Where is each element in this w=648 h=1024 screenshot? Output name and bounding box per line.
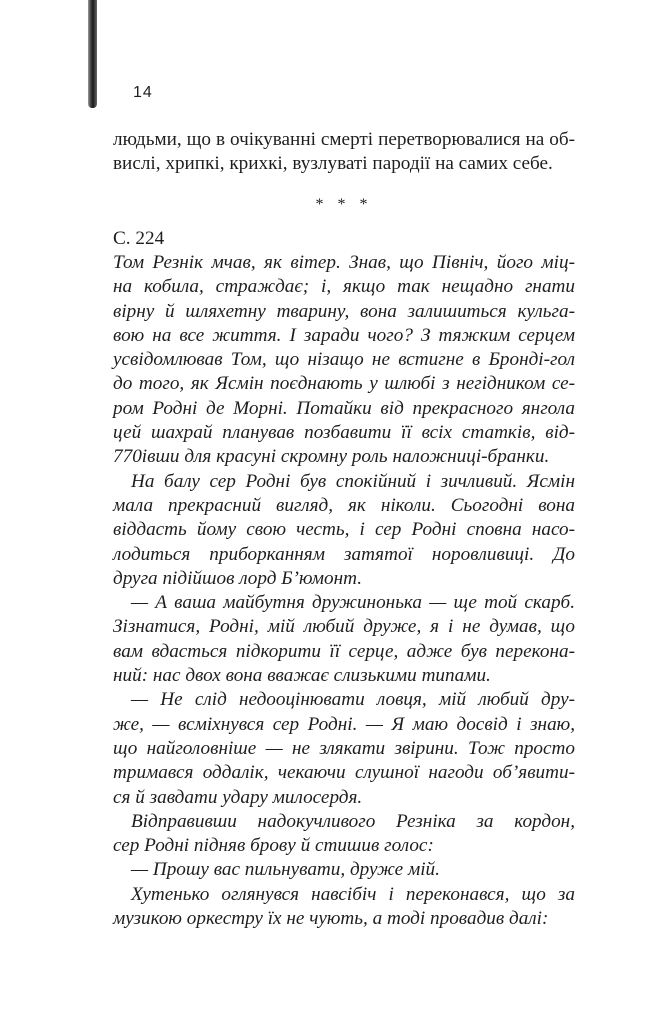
- text-line: ся й завдати удару милосердя.: [113, 786, 363, 808]
- text-line: вам вдасться підкорити її серце, адже був перекона-: [113, 640, 575, 662]
- section-separator: * * *: [315, 196, 373, 213]
- text-line: музикою оркестру їх не чують, а тоді провадив далі:: [113, 908, 549, 930]
- text-line: що найголовніше — не злякати звірини. Тож просто: [113, 737, 575, 759]
- text-line: — А ваша майбутня дружинонька — ще той скарб.: [131, 592, 575, 614]
- text-line: 770івши для красуні скромну роль наложниці-бранки.: [113, 446, 550, 468]
- text-line: Зізнатися, Родні, мій любий друже, я і не думав, що: [113, 616, 575, 638]
- text-line: цей шахрай планував позбавити її всіх статків, від-: [113, 422, 575, 444]
- page-number: 14: [133, 84, 153, 101]
- text-line: сер Родні підняв брову й стишив голос:: [113, 835, 434, 857]
- text-line: — Не слід недооцінювати ловця, мій любий дру-: [131, 689, 575, 711]
- text-line: же, — всміхнувся сер Родні. — Я маю досвід і знаю,: [113, 713, 575, 735]
- text-line: Том Резнік мчав, як вітер. Знав, що Північ, його міц-: [113, 252, 575, 273]
- text-line: тримався оддалік, чекаючи слушної нагоди об’явити-: [113, 762, 575, 784]
- text-line: людьми, що в очікуванні смерті перетворювалися на об-: [113, 129, 575, 150]
- text-line: друга підійшов лорд Б’юмонт.: [113, 567, 362, 589]
- text-line: мала прекрасний вигляд, як ніколи. Сьогодні вона: [113, 494, 575, 516]
- text-line: на кобила, страждає; і, якщо так нещадно гнати: [113, 276, 575, 298]
- text-line: Хутенько оглянувся навсібіч і переконався, що за: [131, 883, 575, 905]
- page-reference: С. 224: [113, 228, 165, 249]
- text-line: Відправивши надокучливого Резніка за кордон,: [131, 810, 575, 832]
- text-line: вірну й шляхетну тварину, вона залишиться кульга-: [113, 300, 575, 322]
- text-line: лодиться приборканням затятої норовливиці. До: [113, 543, 575, 565]
- story-text: [113, 251, 575, 931]
- text-line: віддасть йому свою честь, і сер Родні сповна насо-: [113, 519, 575, 541]
- text-line: ром Родні де Морні. Потайки від прекрасного янгола: [113, 397, 575, 419]
- text-line: На балу сер Родні був спокійний і зичливий. Ясмін: [131, 470, 575, 492]
- text-line: вислі, хрипкі, крихкі, вузлуваті пародії на самих себе.: [113, 153, 553, 175]
- text-line: — Прошу вас пильнувати, друже мій.: [131, 859, 440, 881]
- text-line: усвідомлював Том, що нізащо не встигне в Бронді-гол: [113, 349, 575, 371]
- top-paragraph: [113, 128, 575, 177]
- text-line: вою на все життя. І заради чого? З тяжким серцем: [113, 324, 575, 346]
- text-line: до того, як Ясмін поєднають у шлюбі з негідником се-: [113, 373, 575, 395]
- text-line: ний: нас двох вона вважає слизькими типами.: [113, 665, 491, 687]
- page-edge-mark: [88, 0, 97, 108]
